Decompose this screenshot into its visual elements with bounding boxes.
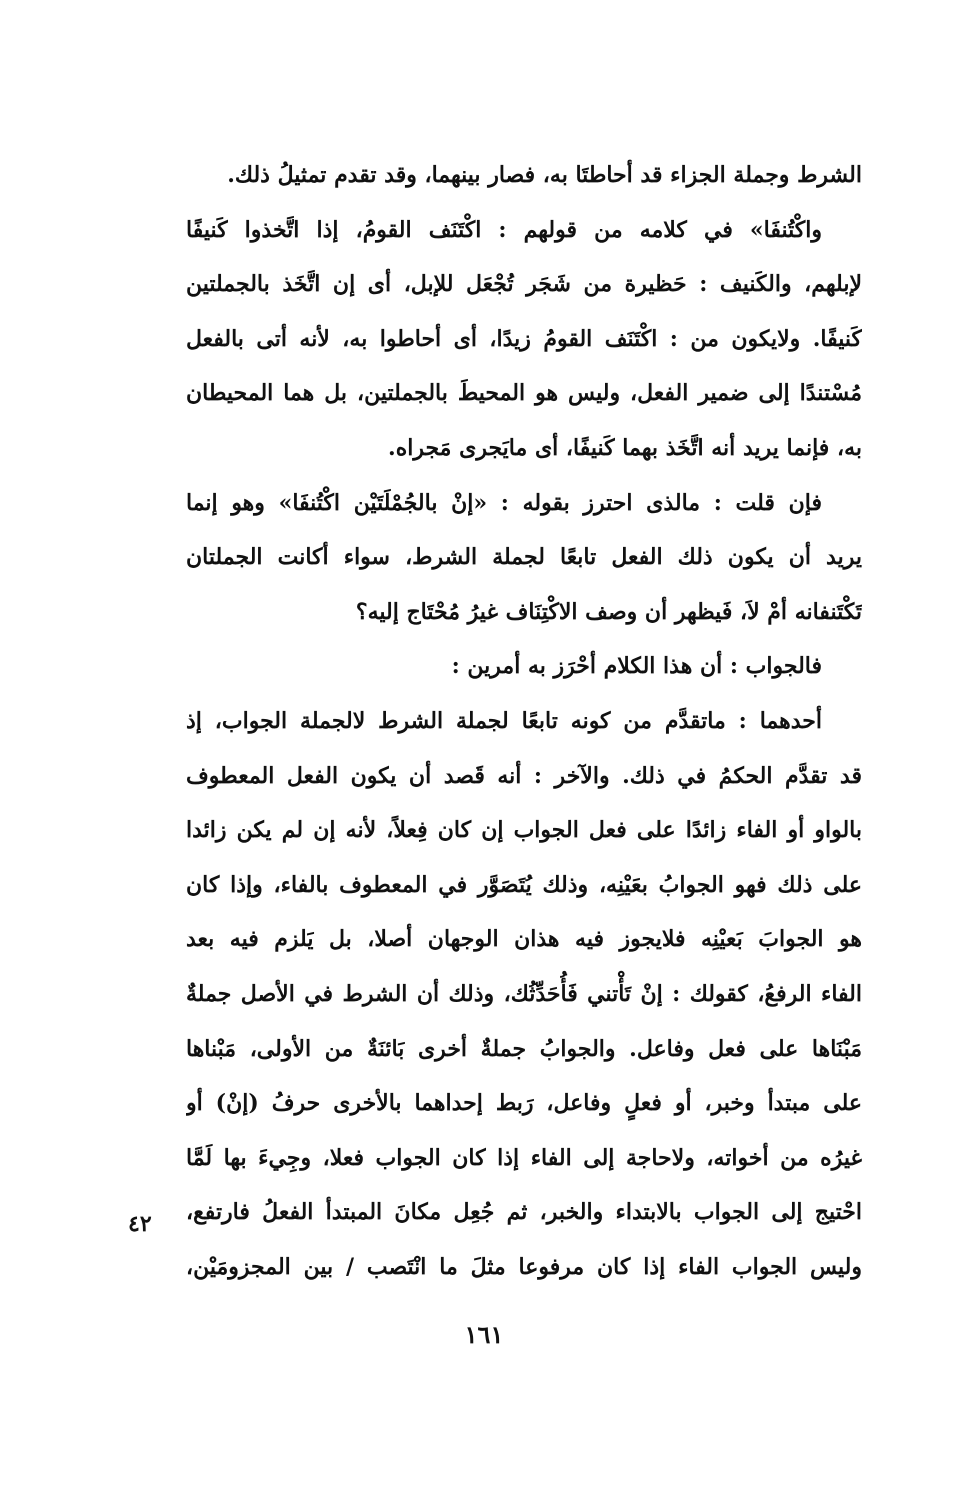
text-line-7: فإن قلت : مالذى احترز بقوله : «إنْ بالجُمْلَتَيْن اكْتُنفَا» وهو إنما xyxy=(186,489,822,516)
text-line-12: قد تقدَّم الحكمُ في ذلك. والآخر : أنه قَصد أن يكون الفعل المعطوف xyxy=(186,762,862,789)
text-line-15: هو الجوابَ بَعيْنِه فلايجوز فيه هذان الوجهان أصلا، بل يَلزم فيه بعد xyxy=(186,926,862,953)
text-line-6: به، فإنما يريد أنه اتَّخَذ بهما كَنيفًا، أى مايَجرى مَجراه. xyxy=(388,434,862,461)
text-line-19: غيرُه من أخواته، ولاحاجة إلى الفاء إذا كان الجواب فعلا، وجِيءَ بها لَمَّا xyxy=(186,1144,862,1171)
text-line-16: الفاء الرفعُ، كقولك : إنْ تَأْتني فَأُحَدِّثُك، وذلك أن الشرط في الأصل جملةٌ xyxy=(186,980,862,1007)
text-line-11: أحدهما : ماتقدَّم من كونه تابعًا لجملة الشرط لالجملة الجواب، إذ xyxy=(186,707,822,734)
text-line-18: على مبتدأ وخبر، أو فعلٍ وفاعل، رَبط إحداهما بالأخرى حرفُ (إنْ) أو xyxy=(186,1090,862,1117)
text-line-21: وليس الجواب الفاء إذا كان مرفوعا مثلَ ما انْتَصب / بين المجزومَيْن، xyxy=(186,1253,862,1280)
page-number: ١٦١ xyxy=(464,1320,504,1349)
text-line-14: على ذلك فهو الجوابُ بعَيْنِه، وذلك يُتَصَوَّر في المعطوف بالفاء، وإذا كان xyxy=(186,871,862,898)
text-line-17: مَبْنَاها على فعل وفاعل. والجوابُ جملةٌ أخرى بَائنَةٌ من الأولى، مَبْناها xyxy=(186,1035,862,1062)
text-line-5: مُسْتندًا إلى ضمير الفعل، وليس هو المحيطَ بالجملتين، بل هما المحيطان xyxy=(186,380,862,407)
text-line-1: الشرط وجملة الجزاء قد أحاطتَا به، فصار بينهما، وقد تقدم تمثيلُ ذلك. xyxy=(227,162,862,188)
text-line-4: كَنيفًا. ولايكون من : اكْتَنَف القومُ زيدًا، أى أحاطوا به، لأنه أتى بالفعل xyxy=(186,325,862,352)
text-line-2: واكْتُنفَا» في كلامه من قولهم : اكْتَنَف القومُ، إذا اتَّخذوا كَنيفًا xyxy=(186,216,822,243)
text-line-3: لإبلهم، والكَنيف : حَظيرة من شَجَر تُجْعَل للإبل، أى إن اتَّخَذ بالجملتين xyxy=(186,271,862,298)
body-text xyxy=(186,148,862,1294)
text-line-10: فالجواب : أن هذا الكلام أحْرَز به أمرين : xyxy=(451,653,822,680)
source-page-reference: ٤٢ xyxy=(128,1211,152,1237)
text-line-9: تَكْتَنفانه أمْ لاَ، فَيظهر أن وصف الاكْتِنَاف غيرُ مُحْتَاج إليه؟ xyxy=(355,598,862,625)
text-line-8: يريد أن يكون ذلك الفعل تابعًا لجملة الشرط، سواء أكانت الجملتان xyxy=(186,544,862,571)
text-line-20: احْتيج إلى الجواب بالابتداء والخبر، ثم جُعِل مكانَ المبتدأ الفعلُ فارتفع، xyxy=(186,1199,862,1226)
text-line-13: بالواو أو الفاء زائدًا على فعل الجواب إن كان فِعلاً، لأنه إن لم يكن زائدا xyxy=(186,817,862,844)
